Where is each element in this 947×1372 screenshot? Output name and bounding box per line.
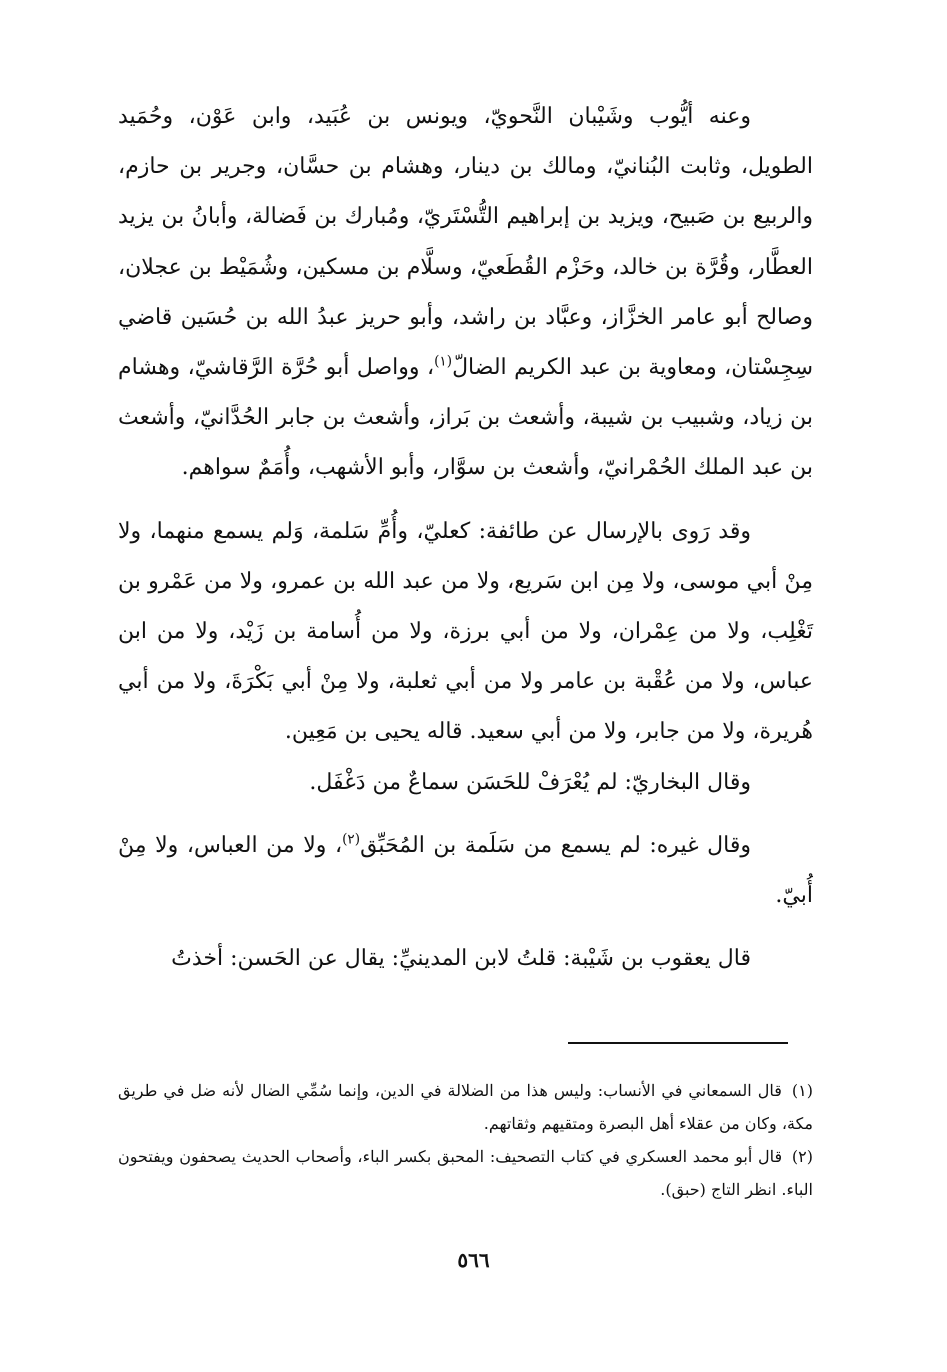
footnote-number: (٢) xyxy=(791,1147,813,1166)
footnotes xyxy=(118,1074,813,1206)
text-run: وقال غيره: لم يسمع من سَلَمة بن المُحَبِّق xyxy=(360,832,751,858)
paragraph xyxy=(118,821,813,921)
text-run: وقال البخاريّ: لم يُعْرَفْ للحَسَن سماعٌ من دَغْفَل. xyxy=(309,769,751,795)
text-run: قال يعقوب بن شَيْبة: قلتُ لابن المدينيِّ: يقال عن الحَسن: أخذتُ xyxy=(171,946,751,972)
text-run: ، ولا من العباس، ولا مِنْ أُبيّ. xyxy=(118,832,813,909)
footnote-number: (١) xyxy=(791,1081,813,1100)
main-text xyxy=(118,92,813,984)
text-run: وعنه أيُّوب وشَيْبان النَّحويّ، ويونس بن عُبَيد، وابن عَوْن، وحُمَيد الطويل، وثابت البُنانيّ، ومالك بن دينار، وهشام بن حسَّان، وجرير بن حازم، والربيع بن صَبيح، ويزيد بن إبراهيم التُّسْتَريّ، ومُبارك بن فَضالة، وأبانُ بن يزيد العطَّار، وقُرَّة بن خالد، وحَزْم القُطَعيّ، وسلَّام بن مسكين، وشُمَيْط بن عجلان، وصالح أبو عامر الخزَّاز، وعبَّاد بن راشد، وأبو حريز عبدُ الله بن حُسَين قاضي سِجِسْتان، ومعاوية بن عبد الكريم الضالّ xyxy=(118,104,813,381)
paragraph xyxy=(118,934,813,984)
text-run: وقد رَوى بالإرسال عن طائفة: كعليّ، وأُمِّ سَلمة، وَلم يسمع منهما، ولا مِنْ أبي موسى، ولا مِن ابن سَريع، ولا من عبد الله بن عمرو، ولا من عَمْرو بن تَغْلِب، ولا من عِمْران، ولا من أبي برزة، ولا من أُسامة بن زَيْد، ولا من ابن عباس، ولا من عُقْبة بن عامر ولا من أبي ثعلبة، ولا مِنْ أبي بَكْرَةَ، ولا من أبي هُريرة، ولا من جابر، ولا من أبي سعيد. قاله يحيى بن مَعِين. xyxy=(118,518,813,745)
paragraph xyxy=(118,507,813,758)
footnote-text: قال أبو محمد العسكري في كتاب التصحيف: المحبق بكسر الباء، وأصحاب الحديث يصحفون ويفتحون الباء. انظر التاج (حبق). xyxy=(118,1147,813,1199)
footnote xyxy=(118,1140,813,1206)
footnote-separator xyxy=(568,1042,788,1044)
paragraph xyxy=(118,92,813,494)
text-run: ، وواصل أبو حُرَّة الرَّقاشيّ، وهشام بن زياد، وشبيب بن شيبة، وأشعث بن بَراز، وأشعث بن جابر الحُدَّانيّ، وأشعث بن عبد الملك الحُمْرانيّ، وأشعث بن سوَّار، وأبو الأشهب، وأُمَمٌ سواهم. xyxy=(118,355,813,481)
footnote-text: قال السمعاني في الأنساب: وليس هذا من الضلالة في الدين، وإنما سُمِّي الضال لأنه ضل في طريق مكة، وكان من عقلاء أهل البصرة ومتقيهم وثقاتهم. xyxy=(118,1081,813,1133)
footnote xyxy=(118,1074,813,1140)
footnote-ref: (١) xyxy=(434,353,453,370)
paragraph xyxy=(118,758,813,808)
footnote-ref: (٢) xyxy=(342,831,361,848)
page-number: ٥٦٦ xyxy=(457,1248,490,1272)
